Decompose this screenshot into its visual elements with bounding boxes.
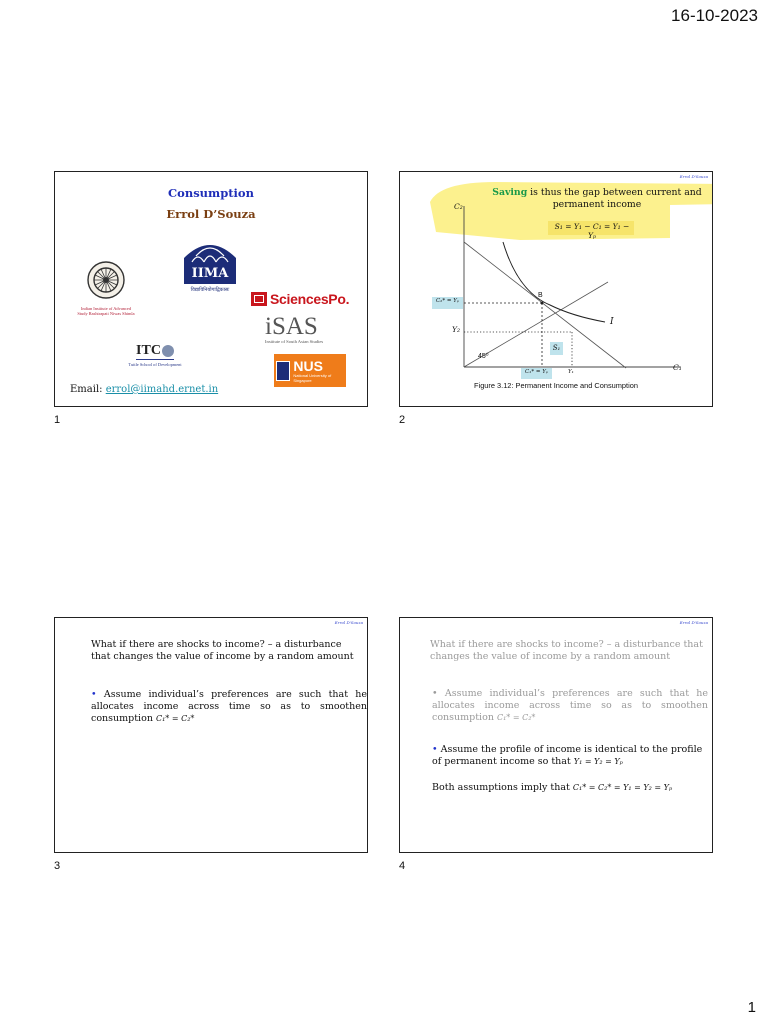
- y1-label: Y₁: [568, 369, 574, 375]
- slide-3-thumbnail[interactable]: [54, 617, 368, 853]
- slide-number: 2: [399, 414, 406, 426]
- shock-question: What if there are shocks to income? – a disturbance that changes the value of income by a random amount: [91, 639, 354, 662]
- sciencespo-logo: SciencesPo.: [251, 291, 349, 307]
- author-tag: Errol D'Souza: [679, 620, 708, 625]
- c1-star-label: C₁* = Yₚ: [524, 369, 549, 375]
- bullet-icon: •: [432, 688, 438, 699]
- email-link[interactable]: errol@iimahd.ernet.in: [105, 384, 219, 395]
- c2-star-label: C₂* = Yₚ: [435, 298, 460, 304]
- nus-crest-icon: [276, 361, 290, 381]
- itc-logo: ITC Tuttle School of Development: [128, 343, 182, 367]
- slide-title: Consumption: [168, 186, 254, 200]
- smoothing-equation: C₁* = C₂*: [496, 713, 536, 722]
- y-axis-label: C₂: [454, 202, 463, 211]
- slide-number: 4: [399, 860, 406, 872]
- conclusion-equation: C₁* = C₂* = Y₁ = Y₂ = Yₚ: [572, 783, 673, 792]
- bullet-income-profile: • Assume the profile of income is identical to the profile of permanent income so that Y₁ = Y₂ = Yₚ: [432, 744, 703, 767]
- isas-logo: iSAS Institute of South Asian Studies: [265, 313, 324, 344]
- sciencespo-emblem-icon: [251, 292, 267, 306]
- iima-wordmark: IIMA: [191, 266, 229, 281]
- slide-number: 1: [54, 414, 61, 426]
- page-number: 1: [747, 999, 756, 1016]
- indifference-curve: [503, 242, 605, 322]
- slide-author: Errol D’Souza: [166, 207, 256, 221]
- figure-caption: Figure 3.12: Permanent Income and Consumption: [474, 381, 638, 390]
- bullet-preferences: • Assume individual’s preferences are such that he allocates income across time so as to smoothen consumption C₁* = C₂*: [91, 689, 367, 724]
- slide-number: 3: [54, 860, 61, 872]
- curve-label: I: [610, 317, 614, 327]
- y2-label: Y₂: [452, 325, 460, 334]
- page-date: 16-10-2023: [671, 6, 758, 25]
- globe-icon: [162, 345, 174, 357]
- bullet-preferences-faded: • Assume individual’s preferences are such that he allocates income across time so as to smoothen consumption C₁* = C₂*: [432, 688, 708, 723]
- angle-label: 45⁰: [478, 353, 489, 360]
- conclusion: Both assumptions imply that C₁* = C₂* = Y₁ = Y₂ = Yₚ: [432, 782, 673, 793]
- x-axis-label: C₁: [673, 363, 682, 372]
- saving-formula: S₁ = Y₁ − C₁ = Y₁ − Yₚ: [554, 222, 630, 240]
- iias-label: Indian Institute of Advanced Study Rashtrapati Niwas Shimla: [77, 306, 135, 316]
- s1-label: S₁: [552, 344, 561, 352]
- iias-logo: [77, 260, 135, 316]
- income-profile-equation: Y₁ = Y₂ = Yₚ: [573, 757, 623, 766]
- bullet-icon: •: [432, 744, 438, 755]
- iima-motto: विद्याविनियोगाद्विकासः: [190, 287, 230, 293]
- bullet-icon: •: [91, 689, 97, 700]
- contact-email: Email: errol@iimahd.ernet.in: [70, 384, 219, 395]
- shock-question-faded: What if there are shocks to income? – a disturbance that changes the value of income by a random amount: [430, 639, 703, 662]
- iima-logo: [180, 236, 240, 293]
- point-b-label: B: [538, 292, 543, 299]
- slide-1-thumbnail[interactable]: [54, 171, 368, 407]
- slide-2-thumbnail[interactable]: [399, 171, 713, 407]
- slide-4-thumbnail[interactable]: [399, 617, 713, 853]
- point-b-marker: [541, 302, 544, 305]
- nus-logo: NUS National University of Singapore: [274, 354, 346, 387]
- author-tag: Errol D'Souza: [679, 174, 708, 179]
- budget-line: [464, 242, 626, 368]
- saving-statement: Saving is thus the gap between current and permanent income: [492, 187, 702, 210]
- smoothing-equation: C₁* = C₂*: [155, 714, 195, 723]
- author-tag: Errol D'Souza: [334, 620, 363, 625]
- ashoka-chakra-icon: [86, 260, 126, 302]
